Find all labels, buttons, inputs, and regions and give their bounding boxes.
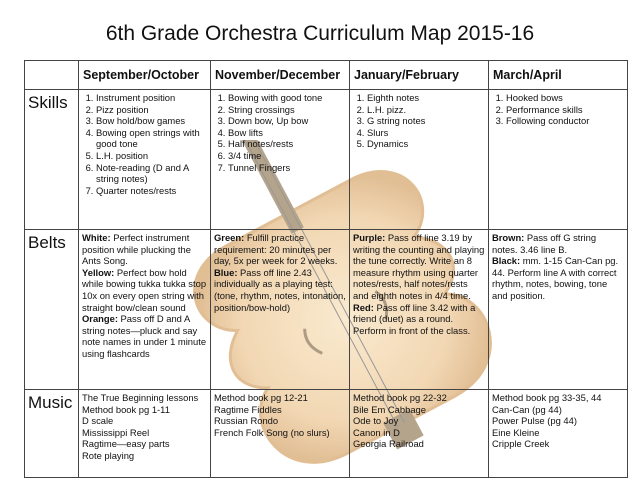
row-header-belts: Belts xyxy=(25,230,79,390)
belt-requirement: mm. 1-15 Can-Can pg. 44. Perform line A with correct rhythm, notes, bowing, tone and position. xyxy=(492,255,619,301)
list-item: Power Pulse (pg 44) xyxy=(492,415,577,427)
skills-cell xyxy=(79,90,211,230)
list-item: Bile Em Cabbage xyxy=(353,403,426,415)
list-item: Method book pg 1-11 xyxy=(82,403,170,415)
belt-requirement: Pass off line 3.42 with a friend (duet) as a round. Perform in front of the class. xyxy=(353,301,476,336)
list-item: 3. Down bow, Up bow xyxy=(228,115,346,127)
belt-requirement: Pass off G string notes. 3.46 line B. xyxy=(492,232,597,255)
curriculum-table xyxy=(24,60,628,478)
list-item: 3. Bow hold/bow games xyxy=(96,115,207,127)
belt-requirement: Pass off line 2.43 individually as a playing test: (tone, rhythm, notes, intonation, position/bow-hold) xyxy=(214,266,346,313)
list-item: 5. L.H. position xyxy=(96,150,207,162)
list-item: 2. String crossings xyxy=(228,104,346,116)
row-header-skills: Skills xyxy=(25,90,79,230)
list-item: Eine Kleine xyxy=(492,426,540,438)
list-item: Canon in D xyxy=(353,426,400,438)
col-header-sep-oct: September/October xyxy=(79,61,211,90)
list-item: 2. Performance skills xyxy=(506,104,624,116)
belts-row xyxy=(25,230,628,390)
belt-color: Purple: xyxy=(353,232,386,243)
list-item: D scale xyxy=(82,415,114,427)
list-item: 2. L.H. pizz. xyxy=(367,104,485,116)
list-item: Rote playing xyxy=(82,449,135,461)
belt-entry xyxy=(492,255,624,301)
list-item: 3. G string notes xyxy=(367,115,485,127)
belt-color: Brown: xyxy=(492,232,525,243)
list-item: 3. Following conductor xyxy=(506,115,624,127)
list-item: 1. Eighth notes xyxy=(367,92,485,104)
skills-cell xyxy=(350,90,489,230)
belt-color: Blue: xyxy=(214,266,238,278)
list-item: Method book pg 22-32 xyxy=(353,392,447,403)
col-header-nov-dec: November/December xyxy=(211,61,350,90)
music-row xyxy=(25,390,628,478)
belt-color: Orange: xyxy=(82,313,118,325)
list-item: 6. Note-reading (D and A string notes) xyxy=(96,162,207,185)
music-cell xyxy=(350,390,489,478)
list-item: 1. Instrument position xyxy=(96,92,207,104)
skills-row xyxy=(25,90,628,230)
list-item: 5. Half notes/rests xyxy=(228,138,346,150)
col-header-mar-apr: March/April xyxy=(489,61,628,90)
belt-requirement: Perfect bow hold while bowing tukka tukka stop 10x on every open string with straight bow/clean sound xyxy=(82,266,207,313)
list-item: 6. 3/4 time xyxy=(228,150,346,162)
belt-requirement: Perfect instrument position while plucking the Ants Song. xyxy=(82,232,191,267)
belt-entry xyxy=(353,302,485,337)
belt-color: Yellow: xyxy=(82,266,115,278)
list-item: 4. Slurs xyxy=(367,127,485,139)
music-cell xyxy=(79,390,211,478)
list-item: 2. Pizz position xyxy=(96,104,207,116)
belt-color: Green: xyxy=(214,232,245,243)
list-item: 1. Hooked bows xyxy=(506,92,624,104)
belt-entry xyxy=(492,232,624,255)
belts-cell xyxy=(350,230,489,390)
skills-cell xyxy=(489,90,628,230)
belt-entry xyxy=(214,232,346,267)
belts-cell xyxy=(211,230,350,390)
belt-color: Red: xyxy=(353,301,374,313)
list-item: Method book pg 33-35, 44 xyxy=(492,392,602,403)
col-header-jan-feb: January/February xyxy=(350,61,489,90)
list-item: Ode to Joy xyxy=(353,415,399,427)
list-item: Can-Can (pg 44) xyxy=(492,403,562,415)
music-cell xyxy=(211,390,350,478)
belt-requirement: Pass off line 3.19 by writing the counting and playing the tune correctly. Write an 8 measure rhythm using quarter notes/rests, half notes/rests and eighth notes in 4/4 time. xyxy=(353,232,485,301)
belt-requirement: Fulfill practice requirement: 20 minutes per day, 5x per week for 2 weeks. xyxy=(214,232,338,267)
list-item: Mississippi Reel xyxy=(82,426,150,438)
list-item: Ragtime Fiddles xyxy=(214,403,282,415)
belt-entry xyxy=(82,232,207,267)
corner-cell xyxy=(25,61,79,90)
list-item: 4. Bow lifts xyxy=(228,127,346,139)
list-item: Ragtime—easy parts xyxy=(82,438,170,450)
belt-entry xyxy=(214,267,346,313)
belt-entry xyxy=(82,267,207,313)
list-item: 1. Bowing with good tone xyxy=(228,92,346,104)
list-item: 4. Bowing open strings with good tone xyxy=(96,127,207,150)
list-item: 7. Quarter notes/rests xyxy=(96,185,207,197)
list-item: 5. Dynamics xyxy=(367,138,485,150)
belts-cell xyxy=(79,230,211,390)
list-item: French Folk Song (no slurs) xyxy=(214,426,330,438)
belt-entry xyxy=(353,232,485,302)
list-item: The True Beginning lessons xyxy=(82,392,199,403)
list-item: Cripple Creek xyxy=(492,438,550,450)
belt-entry xyxy=(82,313,207,359)
skills-cell xyxy=(211,90,350,230)
list-item: 7. Tunnel Fingers xyxy=(228,162,346,174)
header-row xyxy=(25,61,628,90)
music-cell xyxy=(489,390,628,478)
page-title: 6th Grade Orchestra Curriculum Map 2015-16 xyxy=(105,22,535,45)
list-item: Method book pg 12-21 xyxy=(214,392,308,403)
belt-color: White: xyxy=(82,232,111,243)
belt-color: Black: xyxy=(492,255,521,267)
list-item: Georgia Railroad xyxy=(353,438,424,450)
row-header-music: Music xyxy=(25,390,79,478)
belt-requirement: Pass off D and A string notes—pluck and say note names in under 1 minute using flashcards xyxy=(82,313,207,359)
list-item: Russian Rondo xyxy=(214,415,279,427)
belts-cell xyxy=(489,230,628,390)
